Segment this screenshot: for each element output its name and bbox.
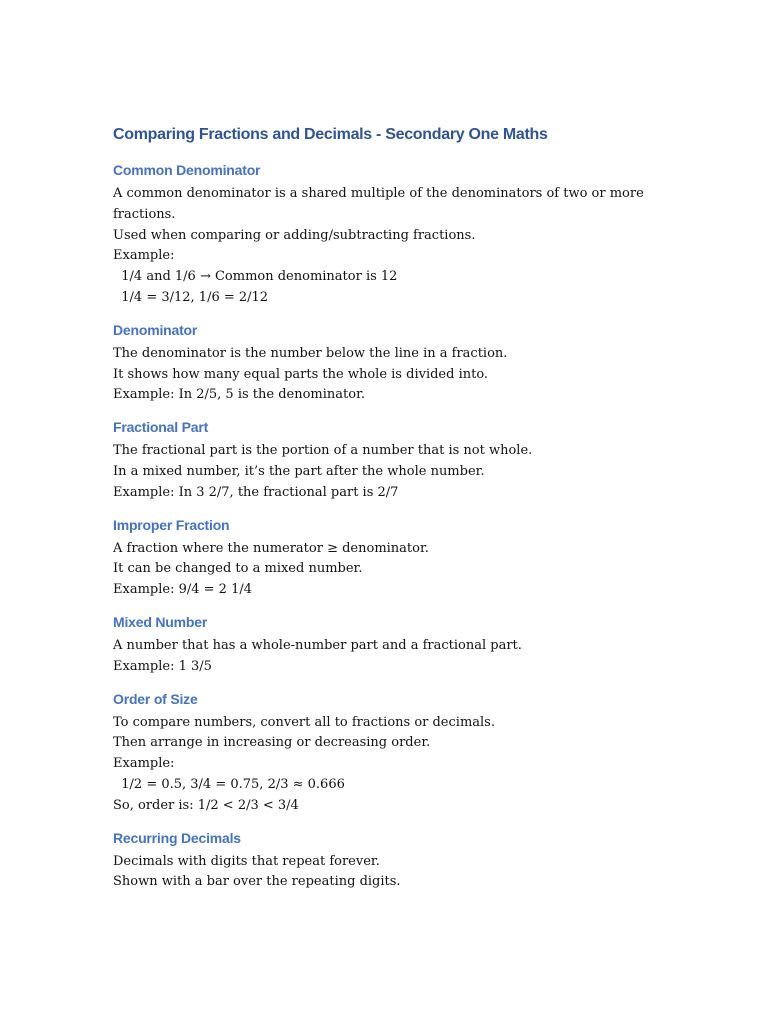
section-heading: Denominator bbox=[113, 321, 198, 338]
body-line: A number that has a whole-number part and a fractional part. bbox=[113, 637, 522, 653]
body-line: Used when comparing or adding/subtracting fractions. bbox=[113, 227, 476, 243]
document-page bbox=[113, 124, 673, 905]
section-common-denominator bbox=[113, 161, 673, 309]
body-line: Shown with a bar over the repeating digits. bbox=[113, 874, 401, 890]
body-line: It can be changed to a mixed number. bbox=[113, 561, 363, 577]
section-heading: Improper Fraction bbox=[113, 516, 230, 533]
body-line: A fraction where the numerator ≥ denominator. bbox=[113, 540, 429, 556]
section-heading: Order of Size bbox=[113, 690, 198, 707]
section-heading: Recurring Decimals bbox=[113, 829, 241, 846]
section-improper-fraction bbox=[113, 516, 673, 601]
section-order-of-size bbox=[113, 690, 673, 817]
section-denominator bbox=[113, 321, 673, 406]
body-line: Example: In 3 2/7, the fractional part is 2/7 bbox=[113, 484, 399, 500]
section-fractional-part bbox=[113, 418, 673, 503]
body-line: The fractional part is the portion of a number that is not whole. bbox=[113, 443, 533, 459]
body-line: Decimals with digits that repeat forever. bbox=[113, 853, 380, 869]
section-mixed-number bbox=[113, 613, 673, 678]
body-line: Example: 1 3/5 bbox=[113, 658, 212, 674]
body-line: To compare numbers, convert all to fractions or decimals. bbox=[113, 714, 495, 730]
document-title: Comparing Fractions and Decimals - Secondary One Maths bbox=[113, 126, 548, 143]
body-line: Example: In 2/5, 5 is the denominator. bbox=[113, 387, 365, 403]
section-heading: Common Denominator bbox=[113, 162, 261, 178]
body-line: Example: bbox=[113, 248, 175, 264]
body-line: Example: bbox=[113, 756, 175, 772]
body-line: 1/4 and 1/6 → Common denominator is 12 bbox=[113, 269, 398, 285]
body-line: fractions. bbox=[113, 206, 176, 222]
body-line: Then arrange in increasing or decreasing order. bbox=[113, 735, 431, 751]
body-line: So, order is: 1/2 < 2/3 < 3/4 bbox=[113, 797, 299, 813]
section-recurring-decimals bbox=[113, 829, 673, 894]
body-line: It shows how many equal parts the whole is divided into. bbox=[113, 366, 489, 382]
section-heading: Fractional Part bbox=[113, 419, 209, 436]
body-line: 1/4 = 3/12, 1/6 = 2/12 bbox=[113, 289, 269, 305]
body-line: In a mixed number, it’s the part after the whole number. bbox=[113, 463, 485, 479]
body-line: Example: 9/4 = 2 1/4 bbox=[113, 582, 252, 598]
body-line: 1/2 = 0.5, 3/4 = 0.75, 2/3 ≈ 0.666 bbox=[113, 776, 345, 792]
section-heading: Mixed Number bbox=[113, 613, 208, 630]
body-line: A common denominator is a shared multiple of the denominators of two or more bbox=[113, 186, 644, 201]
body-line: The denominator is the number below the line in a fraction. bbox=[113, 345, 508, 361]
